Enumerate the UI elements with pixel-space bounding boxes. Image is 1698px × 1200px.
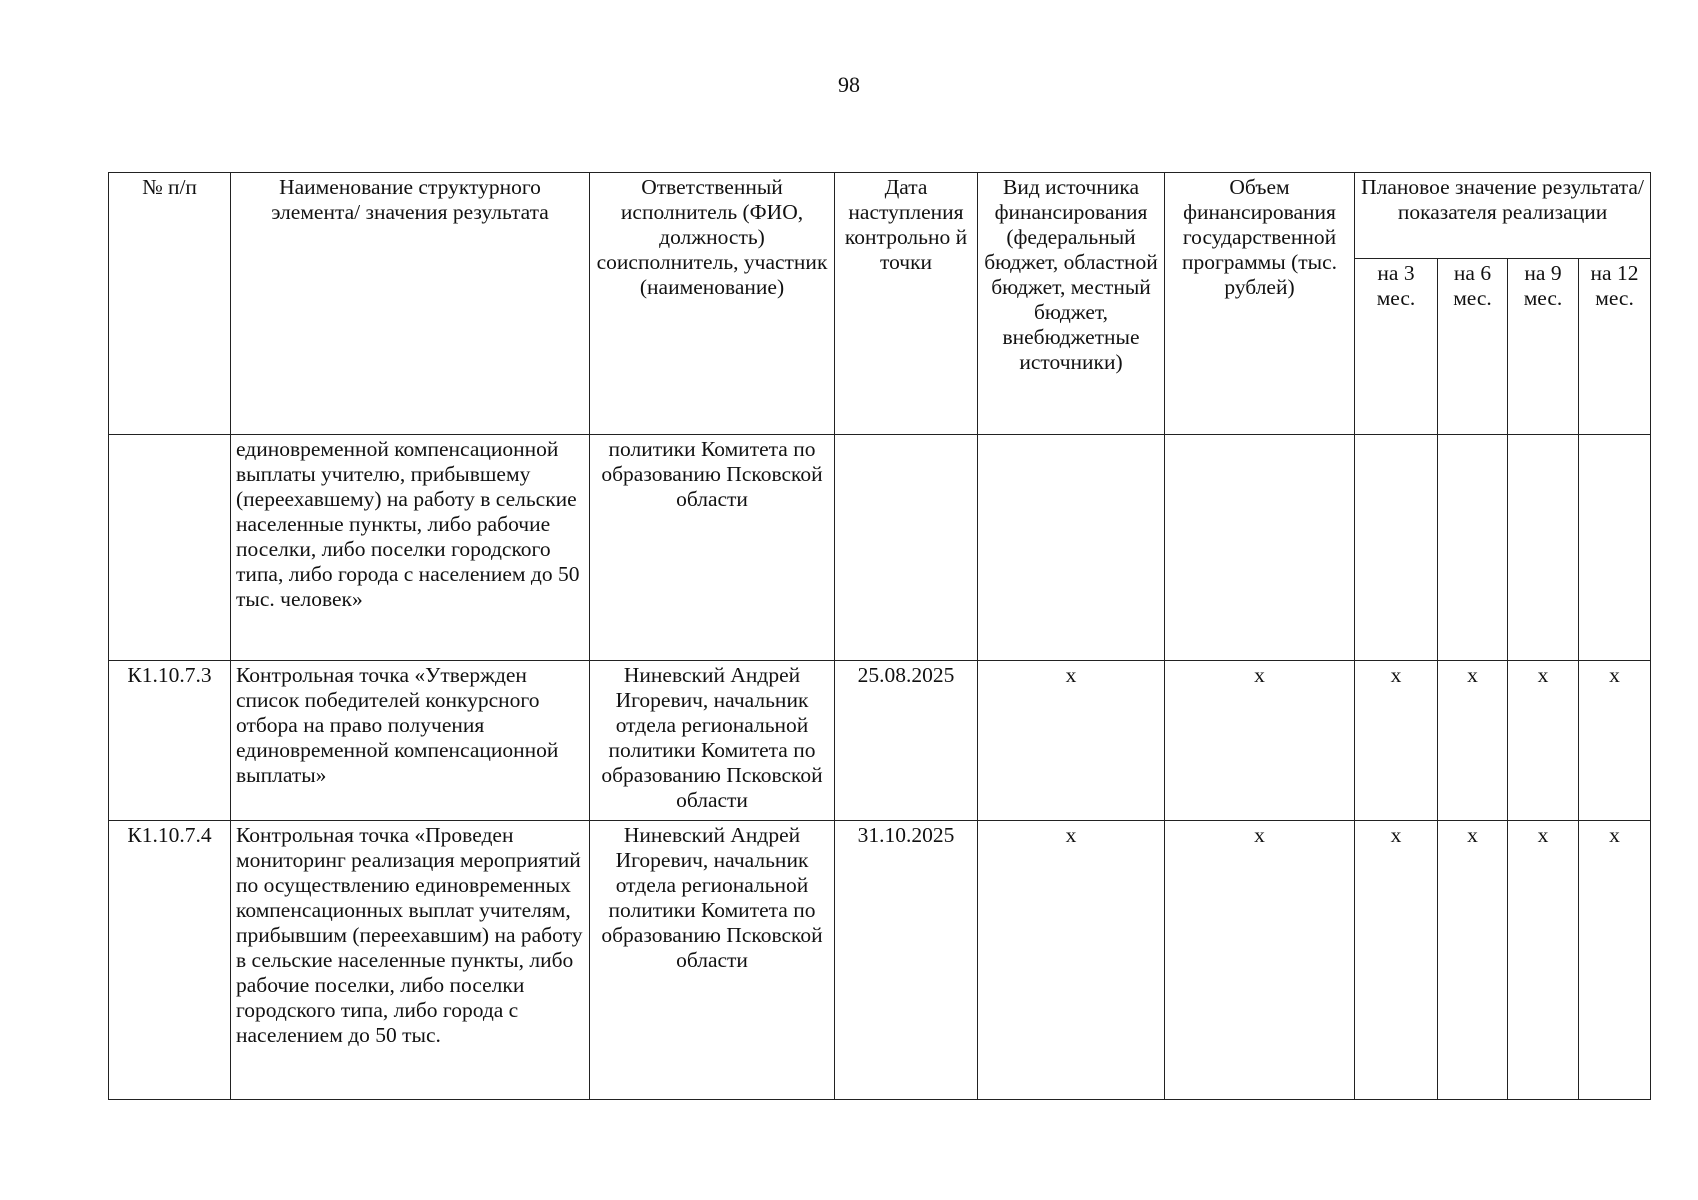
table-row <box>109 821 1651 1100</box>
header-name: Наименование структурного элемента/ значения результата <box>231 173 590 435</box>
header-num: № п/п <box>109 173 231 435</box>
header-9-months: на 9 мес. <box>1508 259 1579 435</box>
table-row <box>109 435 1651 661</box>
header-responsible: Ответственный исполнитель (ФИО, должность) соисполнитель, участник (наименование) <box>590 173 835 435</box>
header-6-months: на 6 мес. <box>1438 259 1508 435</box>
header-12-months: на 12 мес. <box>1579 259 1651 435</box>
cell-3-months: х <box>1355 821 1438 1100</box>
cell-source: х <box>978 661 1165 821</box>
cell-volume: х <box>1165 661 1355 821</box>
cell-3-months <box>1355 435 1438 661</box>
cell-6-months: х <box>1438 661 1508 821</box>
cell-date: 31.10.2025 <box>835 821 978 1100</box>
table-header-row <box>109 173 1651 259</box>
cell-source: х <box>978 821 1165 1100</box>
table-row <box>109 661 1651 821</box>
header-plan: Плановое значение результата/показателя реализации <box>1355 173 1651 259</box>
cell-responsible: политики Комитета по образованию Псковской области <box>590 435 835 661</box>
cell-12-months <box>1579 435 1651 661</box>
page-number: 98 <box>838 72 860 97</box>
cell-source <box>978 435 1165 661</box>
cell-3-months: х <box>1355 661 1438 821</box>
cell-12-months: х <box>1579 821 1651 1100</box>
header-volume: Объем финансирования государственной программы (тыс. рублей) <box>1165 173 1355 435</box>
cell-volume: х <box>1165 821 1355 1100</box>
cell-6-months: х <box>1438 821 1508 1100</box>
header-source: Вид источника финансирования (федеральный бюджет, областной бюджет, местный бюджет, внебюджетные источники) <box>978 173 1165 435</box>
cell-9-months: х <box>1508 821 1579 1100</box>
cell-date <box>835 435 978 661</box>
cell-num: К1.10.7.3 <box>109 661 231 821</box>
header-date: Дата наступления контрольно й точки <box>835 173 978 435</box>
cell-volume <box>1165 435 1355 661</box>
cell-9-months <box>1508 435 1579 661</box>
cell-name: единовременной компенсационной выплаты учителю, прибывшему (переехавшему) на работу в сельские населенные пункты, либо рабочие поселки, либо поселки городского типа, либо города с населением до 50 тыс. человек» <box>231 435 590 661</box>
control-points-table <box>108 172 1651 1100</box>
cell-num: К1.10.7.4 <box>109 821 231 1100</box>
cell-num <box>109 435 231 661</box>
cell-name: Контрольная точка «Утвержден список победителей конкурсного отбора на право получения единовременной компенсационной выплаты» <box>231 661 590 821</box>
cell-6-months <box>1438 435 1508 661</box>
header-3-months: на 3 мес. <box>1355 259 1438 435</box>
cell-responsible: Ниневский Андрей Игоревич, начальник отдела региональной политики Комитета по образованию Псковской области <box>590 661 835 821</box>
cell-responsible: Ниневский Андрей Игоревич, начальник отдела региональной политики Комитета по образованию Псковской области <box>590 821 835 1100</box>
cell-date: 25.08.2025 <box>835 661 978 821</box>
cell-12-months: х <box>1579 661 1651 821</box>
cell-name: Контрольная точка «Проведен мониторинг реализация мероприятий по осуществлению единовременных компенсационных выплат учителям, прибывшим (переехавшим) на работу в сельские населенные пункты, либо рабочие поселки, либо поселки городского типа, либо города с населением до 50 тыс. <box>231 821 590 1100</box>
cell-9-months: х <box>1508 661 1579 821</box>
